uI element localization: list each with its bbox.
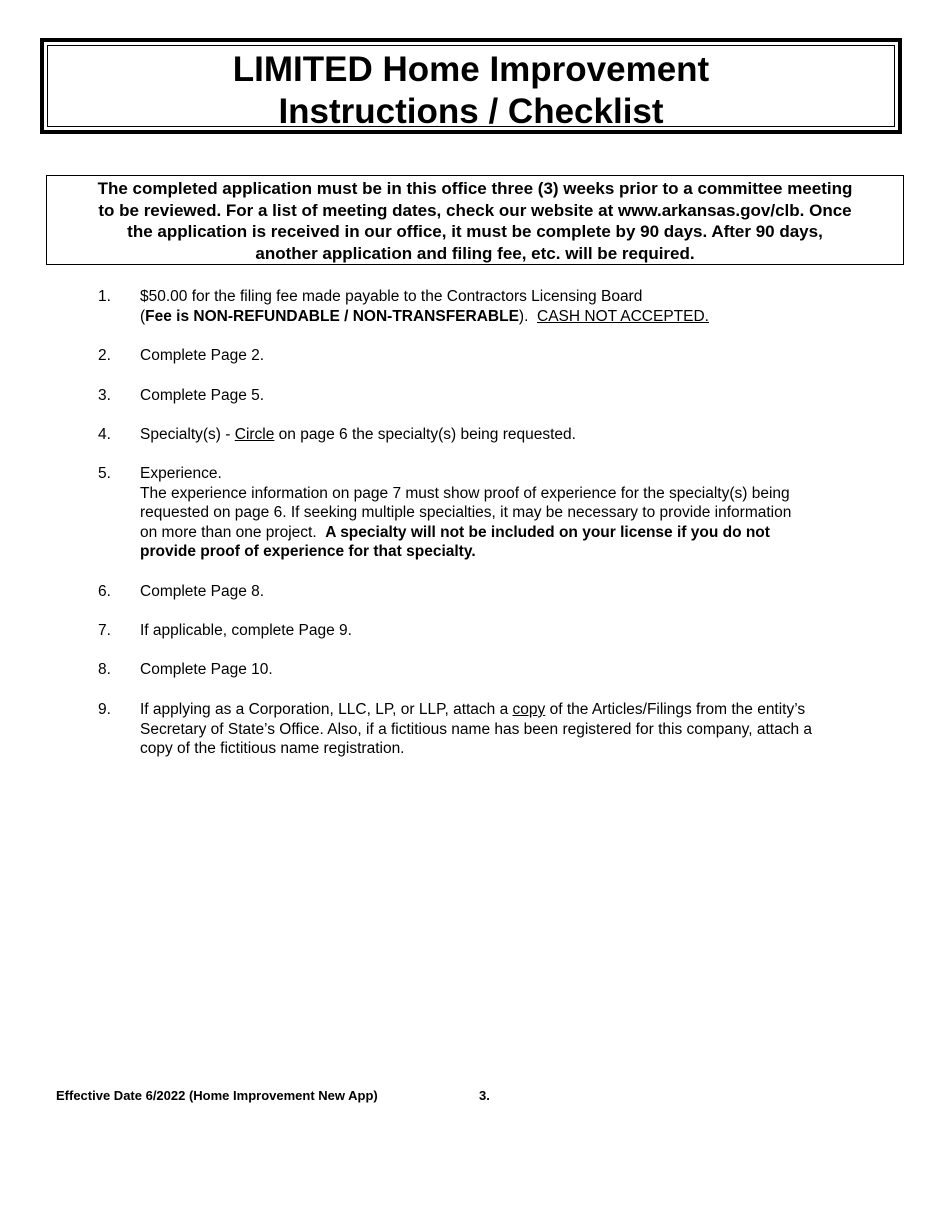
item-4-pre: Specialty(s) - — [140, 426, 235, 443]
item-5-heading: Experience. — [140, 465, 222, 482]
item-body — [140, 287, 910, 326]
item-body — [140, 464, 910, 562]
item-number: 5. — [98, 465, 111, 482]
item-5-line-3 — [140, 523, 910, 543]
item-number: 4. — [98, 426, 111, 443]
notice-line-1: The completed application must be in this office three (3) weeks prior to a committee meeting — [97, 179, 853, 198]
item-number: 2. — [98, 347, 111, 364]
item-9-line-1-post: of the Articles/Filings from the entity’s — [545, 701, 806, 718]
item-1-line-2 — [140, 307, 910, 327]
item-7-text: If applicable, complete Page 9. — [140, 622, 352, 639]
item-body — [140, 346, 910, 366]
item-9-line-1 — [140, 700, 910, 720]
paren-close: ). — [518, 307, 537, 325]
item-body — [140, 386, 910, 406]
item-5-line-4: provide proof of experience for that specialty. — [140, 543, 476, 560]
title-box — [40, 38, 902, 134]
page-title-line-1: LIMITED Home Improvement — [232, 50, 710, 89]
item-body — [140, 582, 910, 602]
item-6-text: Complete Page 8. — [140, 583, 265, 600]
item-2-text: Complete Page 2. — [140, 347, 265, 364]
item-number: 8. — [98, 661, 111, 678]
notice-box — [46, 175, 904, 265]
item-body — [140, 621, 910, 641]
item-number: 9. — [98, 701, 111, 718]
item-9-line-2: Secretary of State’s Office. Also, if a fictitious name has been registered for this company, attach a — [140, 720, 813, 738]
notice-line-2: to be reviewed. For a list of meeting dates, check our website at www.arkansas.gov/clb. Once — [98, 200, 852, 220]
item-number: 3. — [98, 387, 111, 404]
footer-page-number: 3. — [479, 1088, 490, 1103]
notice-line-3: the application is received in our office, it must be complete by 90 days. After 90 days, — [127, 222, 823, 242]
item-9-line-1-pre: If applying as a Corporation, LLC, LP, or LLP, attach a — [140, 701, 513, 718]
item-5-line-1: The experience information on page 7 must show proof of experience for the specialty(s) being — [140, 484, 790, 502]
cash-not-accepted-text: CASH NOT ACCEPTED. — [537, 307, 709, 325]
item-number: 6. — [98, 583, 111, 600]
item-8-text: Complete Page 10. — [140, 661, 273, 678]
item-9-line-3: copy of the fictitious name registration. — [140, 740, 405, 757]
copy-text: copy — [512, 701, 546, 718]
footer-effective-date: Effective Date 6/2022 (Home Improvement New App) — [56, 1088, 378, 1103]
item-4-text — [140, 425, 910, 445]
item-body — [140, 700, 910, 759]
paren-open: ( — [140, 307, 146, 325]
circle-text: Circle — [234, 426, 275, 443]
fee-nonrefundable-text: Fee is NON-REFUNDABLE / NON-TRANSFERABLE — [145, 307, 519, 325]
notice-line-4: another application and filing fee, etc. will be required. — [255, 244, 695, 264]
item-3-text: Complete Page 5. — [140, 387, 265, 404]
item-1-line-1: $50.00 for the filing fee made payable to the Contractors Licensing Board — [140, 288, 643, 305]
item-4-post: on page 6 the specialty(s) being requested. — [274, 426, 576, 443]
item-5-line-3-bold: A specialty will not be included on your license if you do not — [325, 523, 770, 541]
item-body — [140, 660, 910, 680]
item-number: 1. — [98, 288, 111, 305]
item-number: 7. — [98, 622, 111, 639]
item-body — [140, 425, 910, 445]
item-5-line-2: requested on page 6. If seeking multiple specialties, it may be necessary to provide information — [140, 504, 792, 521]
item-5-line-3-plain: on more than one project. — [140, 523, 326, 541]
page-title-line-2: Instructions / Checklist — [278, 92, 664, 131]
